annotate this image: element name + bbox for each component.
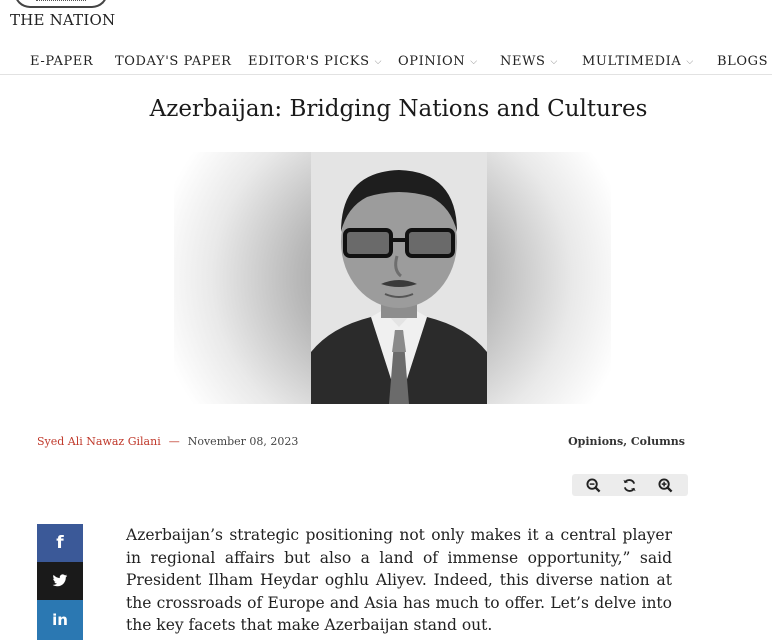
article-title: Azerbaijan: Bridging Nations and Cultures (149, 96, 648, 122)
meta-separator: — (168, 435, 180, 448)
article-body: Azerbaijan’s strategic positioning not only makes it a central player in regional affairs but also a land of immense opportunity,” said President Ilham Heydar oghlu Aliyev. Indeed, this diverse nation at the crossroads of Europe and Asia has much to offer. Let’s delve into the key facets that make Azerbaijan stand out. (126, 526, 672, 634)
author-photo (311, 152, 487, 404)
hero-image-backdrop (174, 152, 611, 404)
nav-item-e-paper[interactable] (30, 54, 93, 69)
logo-text: THE NATION (10, 11, 116, 29)
chevron-down-icon: ⌵ (686, 57, 694, 67)
reset-icon (622, 478, 637, 493)
nav-label: MULTIMEDIA (582, 54, 682, 69)
facebook-icon: f (56, 533, 64, 553)
nav-label: TODAY'S PAPER (115, 54, 232, 69)
chevron-down-icon: ⌵ (374, 57, 383, 67)
nav-label: BLOGS (717, 54, 769, 69)
nav-label: E-PAPER (30, 54, 94, 69)
site-logo[interactable] (10, 0, 116, 30)
zoom-in-icon (658, 478, 673, 493)
nav-item-multimedia[interactable] (582, 54, 694, 69)
nav-item-news[interactable] (500, 54, 558, 69)
share-facebook-button[interactable] (37, 524, 83, 562)
author-link[interactable]: Syed Ali Nawaz Gilani (37, 435, 161, 448)
share-twitter-button[interactable] (37, 562, 83, 600)
linkedin-icon: in (52, 611, 68, 629)
zoom-out-icon (586, 478, 601, 493)
nav-item-editors-picks[interactable] (248, 54, 382, 69)
logo-crest (14, 0, 108, 8)
text-zoom-controls (572, 474, 688, 496)
author-portrait-graphic (311, 152, 487, 404)
zoom-in-button[interactable] (654, 476, 676, 494)
nav-label: EDITOR'S PICKS (248, 54, 370, 69)
main-nav (0, 52, 772, 75)
nav-item-todays-paper[interactable] (115, 54, 232, 69)
nav-item-blogs[interactable] (717, 54, 768, 69)
chevron-down-icon: ⌵ (470, 57, 478, 67)
article-date: November 08, 2023 (187, 435, 299, 448)
article-categories[interactable]: Opinions, Columns (568, 435, 685, 448)
twitter-icon (52, 574, 68, 588)
nav-label: NEWS (500, 54, 546, 69)
nav-label: OPINION (398, 54, 466, 69)
zoom-out-button[interactable] (582, 476, 604, 494)
share-linkedin-button[interactable] (37, 600, 83, 640)
nav-item-opinion[interactable] (398, 54, 478, 69)
zoom-reset-button[interactable] (618, 476, 640, 494)
article-meta (37, 435, 685, 453)
chevron-down-icon: ⌵ (550, 57, 558, 67)
